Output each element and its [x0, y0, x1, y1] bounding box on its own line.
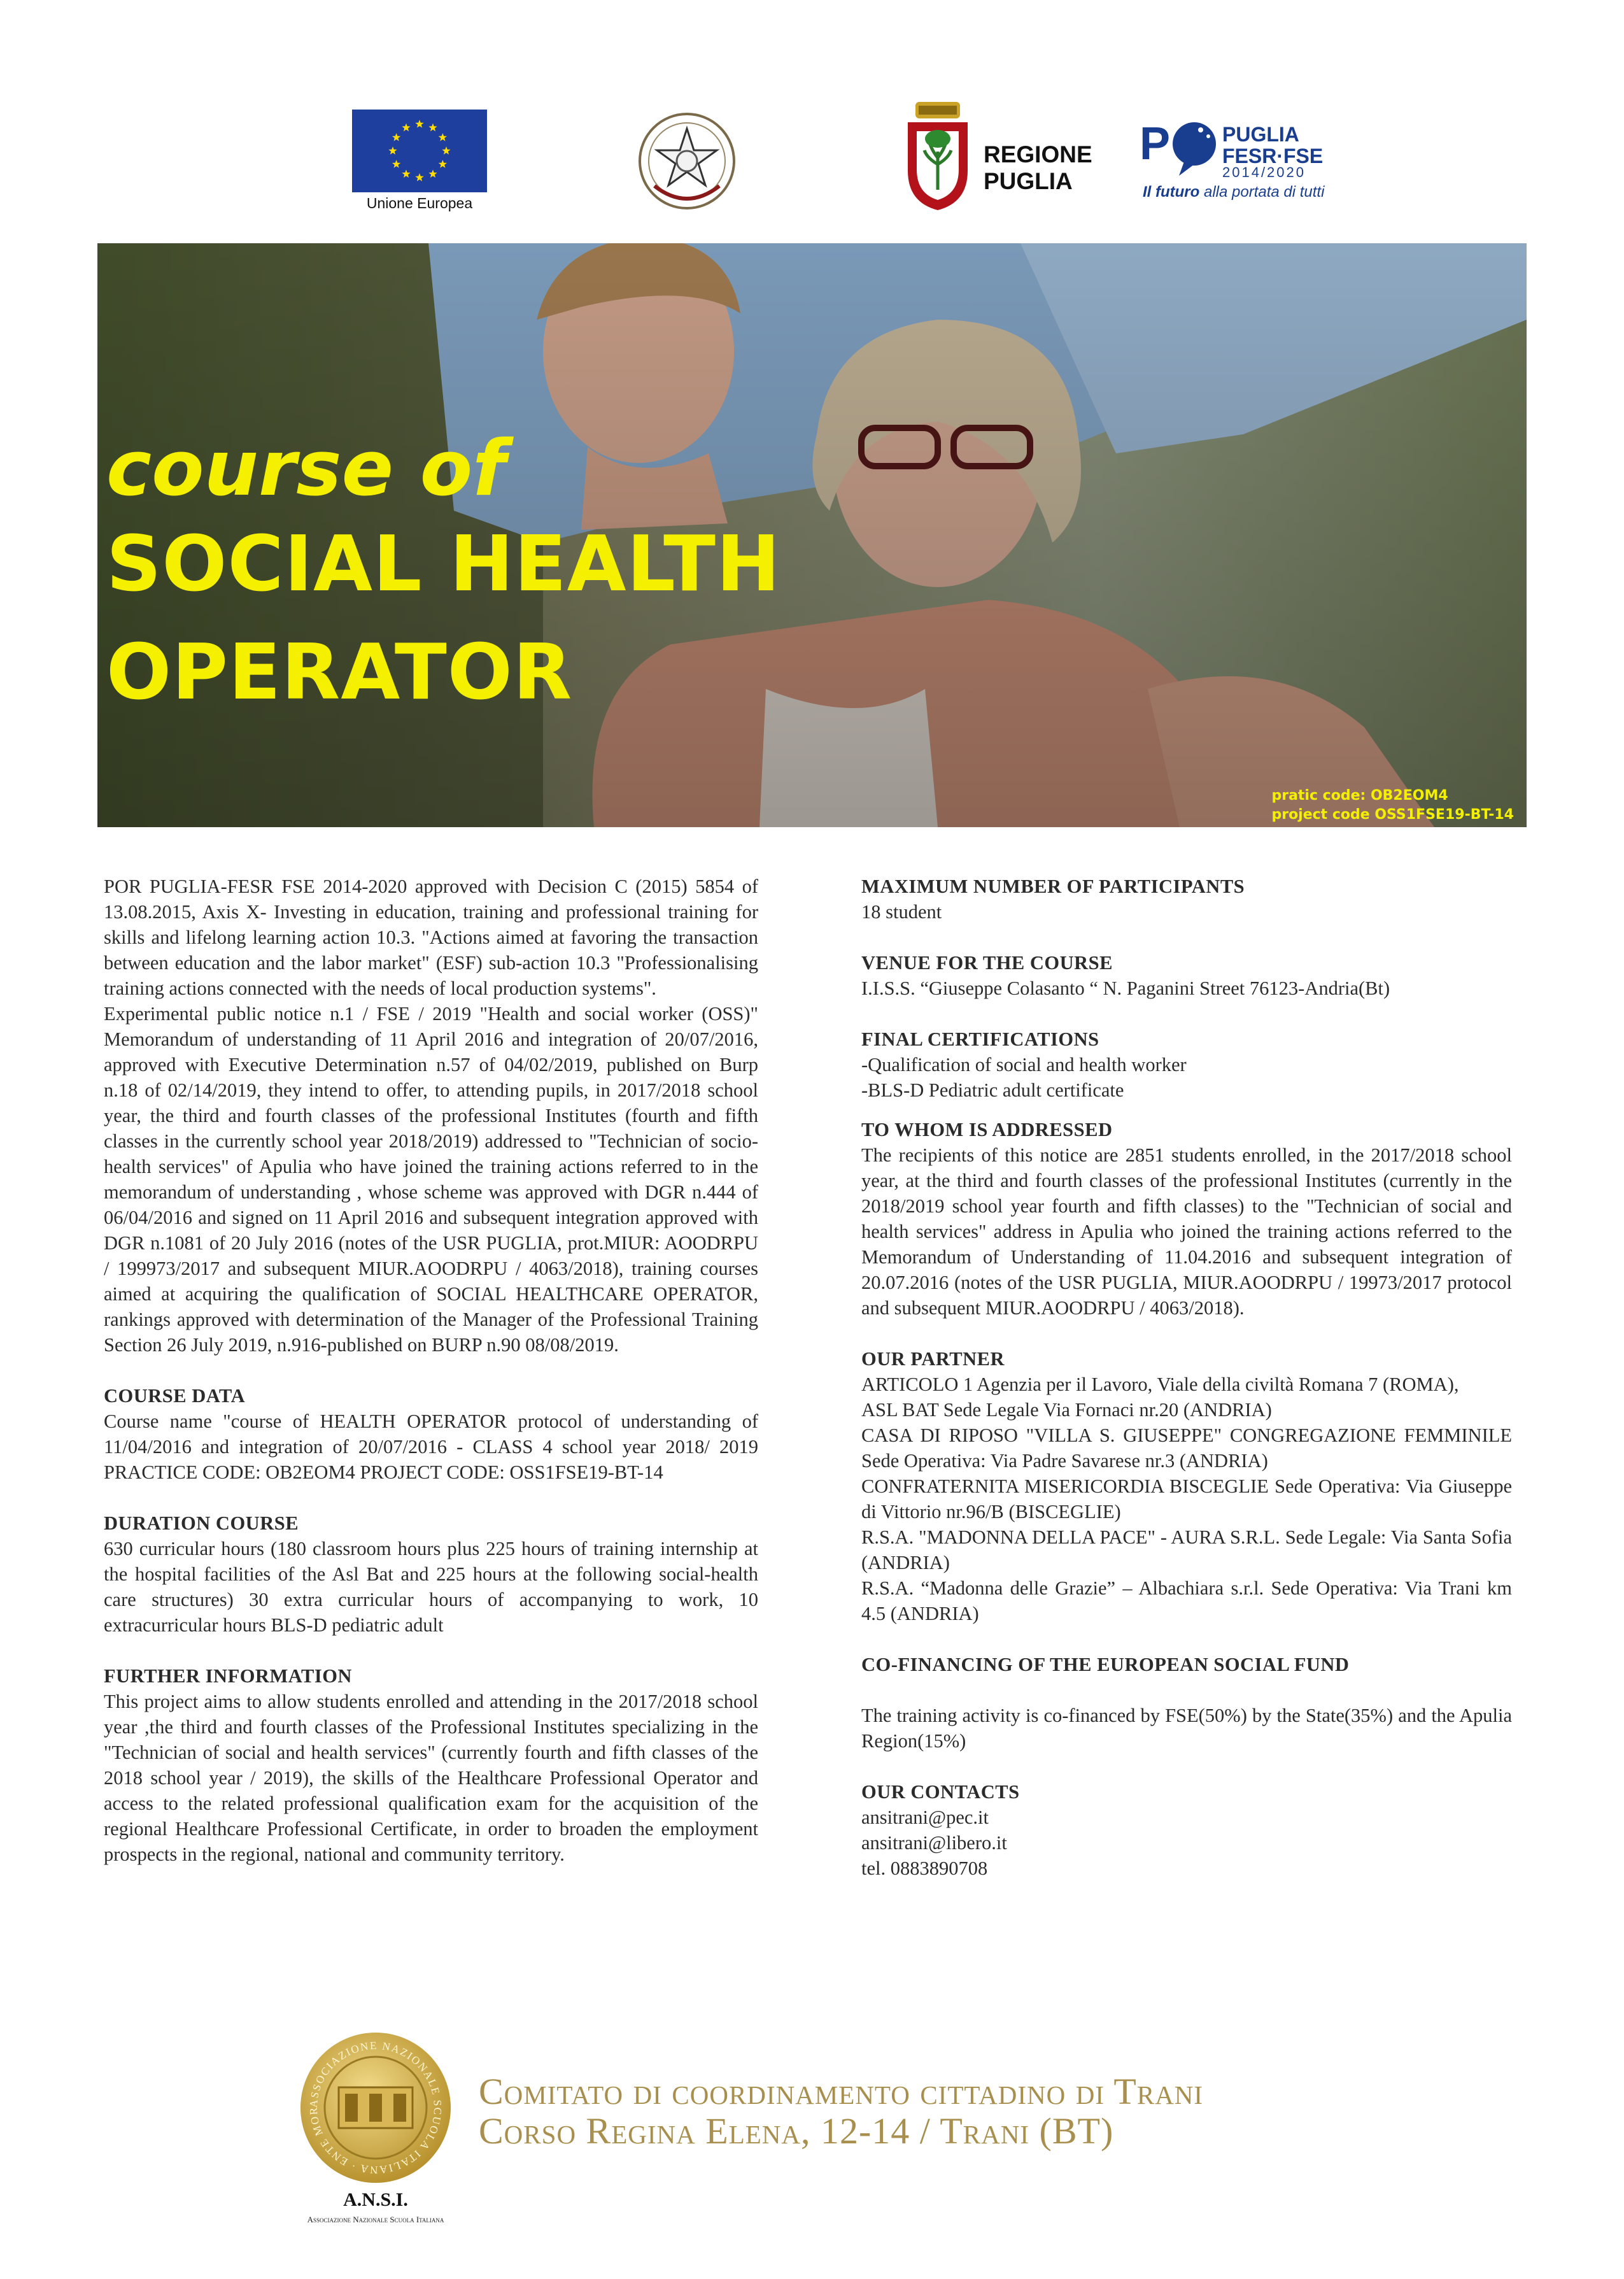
partner-6: R.S.A. “Madonna delle Grazie” – Albachiara s.r.l. Sede Operativa: Via Trani km 4.5 (ANDRIA): [861, 1577, 1512, 1624]
committee-address: [479, 2072, 1203, 2151]
hero-title-line1: SOCIAL HEALTH: [106, 520, 781, 609]
certification-2: -BLS-D Pediatric adult certificate: [861, 1079, 1124, 1101]
contact-email: ansitrani@libero.it: [861, 1832, 1007, 1854]
max-participants-heading: MAXIMUM NUMBER OF PARTICIPANTS: [861, 876, 1245, 897]
certification-1: -Qualification of social and health worker: [861, 1054, 1187, 1076]
partner-4: CONFRATERNITA MISERICORDIA BISCEGLIE Sede Operativa: Via Giuseppe di Vittorio nr.96/B (BISCEGLIE): [861, 1475, 1512, 1523]
eu-caption: Unione Europea: [366, 195, 473, 211]
hero-codes: [1271, 786, 1514, 825]
contact-pec-email: ansitrani@pec.it: [861, 1807, 989, 1828]
puglia-line1: PUGLIA: [1222, 123, 1299, 146]
eu-stars-icon: [352, 110, 487, 192]
regione-puglia-shield-logo: [903, 101, 973, 215]
puglia-years: 2014/2020: [1222, 164, 1306, 180]
venue-text: I.I.S.S. “Giuseppe Colasanto “ N. Paganini Street 76123-Andria(Bt): [861, 977, 1390, 999]
puglia-tagline: [1143, 183, 1324, 201]
puglia-fesr-wordmark: [1222, 124, 1323, 167]
contacts-heading: OUR CONTACTS: [861, 1781, 1020, 1803]
max-participants-text: 18 student: [861, 901, 942, 923]
eu-flag-logo: [352, 110, 487, 192]
addressed-heading: TO WHOM IS ADDRESSED: [861, 1119, 1113, 1140]
hero-title: [106, 425, 781, 727]
ansi-full-name: Associazione Nazionale Scuola Italiana: [307, 2215, 444, 2224]
tagline-bold: Il futuro: [1143, 183, 1200, 201]
cofinancing-heading: CO-FINANCING OF THE EUROPEAN SOCIAL FUND: [861, 1654, 1350, 1675]
course-data-text: Course name "course of HEALTH OPERATOR protocol of understanding of 11/04/2016 and integration of 20/07/2016 - CLASS 4 school year 2018/ 2019 PRACTICE CODE: OB2EOM4 PROJECT CODE: OSS1FSE19-BT-14: [104, 1410, 758, 1483]
seal-ring-text: ASSOCIAZIONE NAZIONALE SCUOLA ITALIANA · ENTE MOR: [307, 2039, 444, 2176]
puglia-line2: FESR·FSE: [1222, 145, 1324, 167]
course-data-heading: COURSE DATA: [104, 1385, 246, 1407]
italian-republic-emblem: [635, 110, 738, 213]
regione-line2: PUGLIA: [984, 168, 1073, 194]
duration-text: 630 curricular hours (180 classroom hours plus 225 hours of training internship at the hospital facilities of the Asl Bat and 225 hours at the following social-health care structures) 30 extra curricular hours of accompanying to work, 10 extracurricular hours BLS-D pediatric adult: [104, 1538, 758, 1636]
partner-5: R.S.A. "MADONNA DELLA PACE" - AURA S.R.L. Sede Legale: Via Santa Sofia (ANDRIA): [861, 1526, 1512, 1573]
ansi-seal-logo: [299, 2031, 452, 2184]
hero-title-small: course of: [106, 425, 506, 513]
certifications-heading: FINAL CERTIFICATIONS: [861, 1028, 1099, 1050]
svg-text:P: P: [1140, 120, 1171, 169]
venue-heading: VENUE FOR THE COURSE: [861, 952, 1113, 974]
ansi-abbreviation: A.N.S.I.: [343, 2189, 408, 2210]
partner-1: ARTICOLO 1 Agenzia per il Lavoro, Viale della civiltà Romana 7 (ROMA),: [861, 1374, 1459, 1395]
partner-heading: OUR PARTNER: [861, 1348, 1005, 1370]
hero-title-line2: OPERATOR: [106, 628, 573, 717]
intro-paragraph-2: Experimental public notice n.1 / FSE / 2019 "Health and social worker (OSS)" Memorandum of understanding of 11 April 2016 and integration of 20/07/2016, approved with Executive Determination n.57 of 04/02/2019, published on Burp n.18 of 02/14/2019, they intend to offer, to attending pupils, in 2017/2018 school year, the third and fourth classes of the professional Institutes (fourth and fifth classes in the currently school year 2018/2019) addressed to "Technician of socio-health services" of Apulia who have joined the training actions referred to in the memorandum of understanding , whose scheme was approved with DGR n.444 of 06/04/2016 and signed on 11 April 2016 and subsequent integration approved with DGR n.1081 of 20 July 2016 (notes of the USR PUGLIA, prot.MIUR: AOODRPU / 199973/2017 and subsequent MIUR.AOODRPU / 4063/2018), training courses aimed at acquiring the qualification of SOCIAL HEALTHCARE OPERATOR, rankings approved with determination of the Manager of the Professional Training Section 26 July 2019, n.916-published on BURP n.90 08/08/2019.: [104, 1003, 758, 1356]
puglia-fesr-fse-logo: [1140, 120, 1222, 187]
hero-banner: [97, 243, 1527, 827]
addressed-text: The recipients of this notice are 2851 students enrolled, in the 2017/2018 school year, at the third and fourth classes of the professional Institutes (currently in the 2018/2019 school year fourth and fifth classes) to the "Technician of social and health services" address in Apulia who joined the training actions referred to the Memorandum of Understanding of 11.04.2016 and subsequent integration of 20.07.2016 (notes of the USR PUGLIA, MIUR.AOODRPU / 19973/2017 protocol and subsequent MIUR.AOODRPU / 4063/2018).: [861, 1144, 1512, 1319]
left-column: [104, 874, 758, 1867]
committee-name: Comitato di coordinamento cittadino di Trani: [479, 2071, 1204, 2112]
practice-code: pratic code: OB2EOM4: [1271, 788, 1448, 804]
regione-line1: REGIONE: [984, 141, 1092, 167]
partner-2: ASL BAT Sede Legale Via Fornaci nr.20 (ANDRIA): [861, 1399, 1272, 1421]
contact-phone: tel. 0883890708: [861, 1857, 988, 1879]
duration-heading: DURATION COURSE: [104, 1512, 299, 1534]
regione-puglia-wordmark: [984, 141, 1092, 195]
further-info-heading: FURTHER INFORMATION: [104, 1665, 352, 1687]
intro-paragraph-1: POR PUGLIA-FESR FSE 2014-2020 approved with Decision C (2015) 5854 of 13.08.2015, Axis X- Investing in education, training and professional training for skills and lifelong learning action 10.3. "Actions aimed at favoring the transaction between education and the labor market" (ESF) sub-action 10.3 "Professionalising training actions connected with the needs of local production systems".: [104, 876, 758, 999]
right-column: [861, 874, 1512, 1881]
tagline-rest: alla portata di tutti: [1199, 183, 1325, 201]
further-info-text: This project aims to allow students enrolled and attending in the 2017/2018 school year ,the third and fourth classes of the Professional Institutes specializing in the "Technician of social and health services" (currently fourth and fifth classes of the 2018 school year / 2019), the skills of the Healthcare Professional Operator and access to the related professional qualification exam for the acquisition of the regional Healthcare Professional Certificate, in order to broaden the employment prospects in the regional, national and community territory.: [104, 1691, 758, 1865]
partner-3: CASA DI RIPOSO "VILLA S. GIUSEPPE" CONGREGAZIONE FEMMINILE Sede Operativa: Via Padre Savarese nr.3 (ANDRIA): [861, 1424, 1512, 1472]
committee-street: Corso Regina Elena, 12-14 / Trani (BT): [479, 2110, 1114, 2152]
cofinancing-text: The training activity is co-financed by FSE(50%) by the State(35%) and the Apulia Region(15%): [861, 1705, 1512, 1752]
project-code: project code OSS1FSE19-BT-14: [1271, 807, 1514, 823]
